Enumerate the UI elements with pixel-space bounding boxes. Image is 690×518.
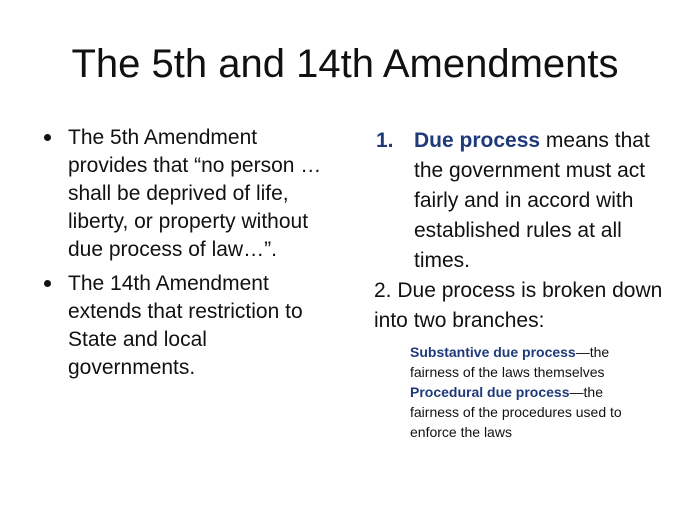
bullet-text: The 14th Amendment extends that restriction to State and local governments. <box>68 272 303 379</box>
branch-description: —the fairness of the procedures used to enforce the laws <box>410 384 622 440</box>
bullet-dot-icon <box>44 134 51 141</box>
item-number: 1. <box>376 129 394 152</box>
slide-title: The 5th and 14th Amendments <box>71 42 619 86</box>
bullet-item-5th <box>38 124 328 264</box>
branch-substantive <box>410 342 650 382</box>
numbered-item-1 <box>374 126 674 276</box>
bullet-text: The 5th Amendment provides that “no person … shall be deprived of life, liberty, or property without due process of law…”. <box>68 126 322 261</box>
due-process-term: Due process <box>414 129 541 152</box>
due-process-definition: means that the government must act fairly and in accord with established rules at all times. <box>414 129 650 272</box>
bullet-dot-icon <box>44 280 51 287</box>
bullet-item-14th <box>38 270 328 382</box>
right-column <box>374 126 674 442</box>
branches-list <box>410 342 650 442</box>
branch-term: Substantive due process <box>410 344 576 360</box>
left-bullet-list <box>38 124 328 388</box>
branch-procedural <box>410 382 650 442</box>
branch-term: Procedural due process <box>410 384 570 400</box>
branch-description: —the fairness of the laws themselves <box>410 344 610 380</box>
numbered-item-2: 2. Due process is broken down into two branches: <box>374 279 663 332</box>
